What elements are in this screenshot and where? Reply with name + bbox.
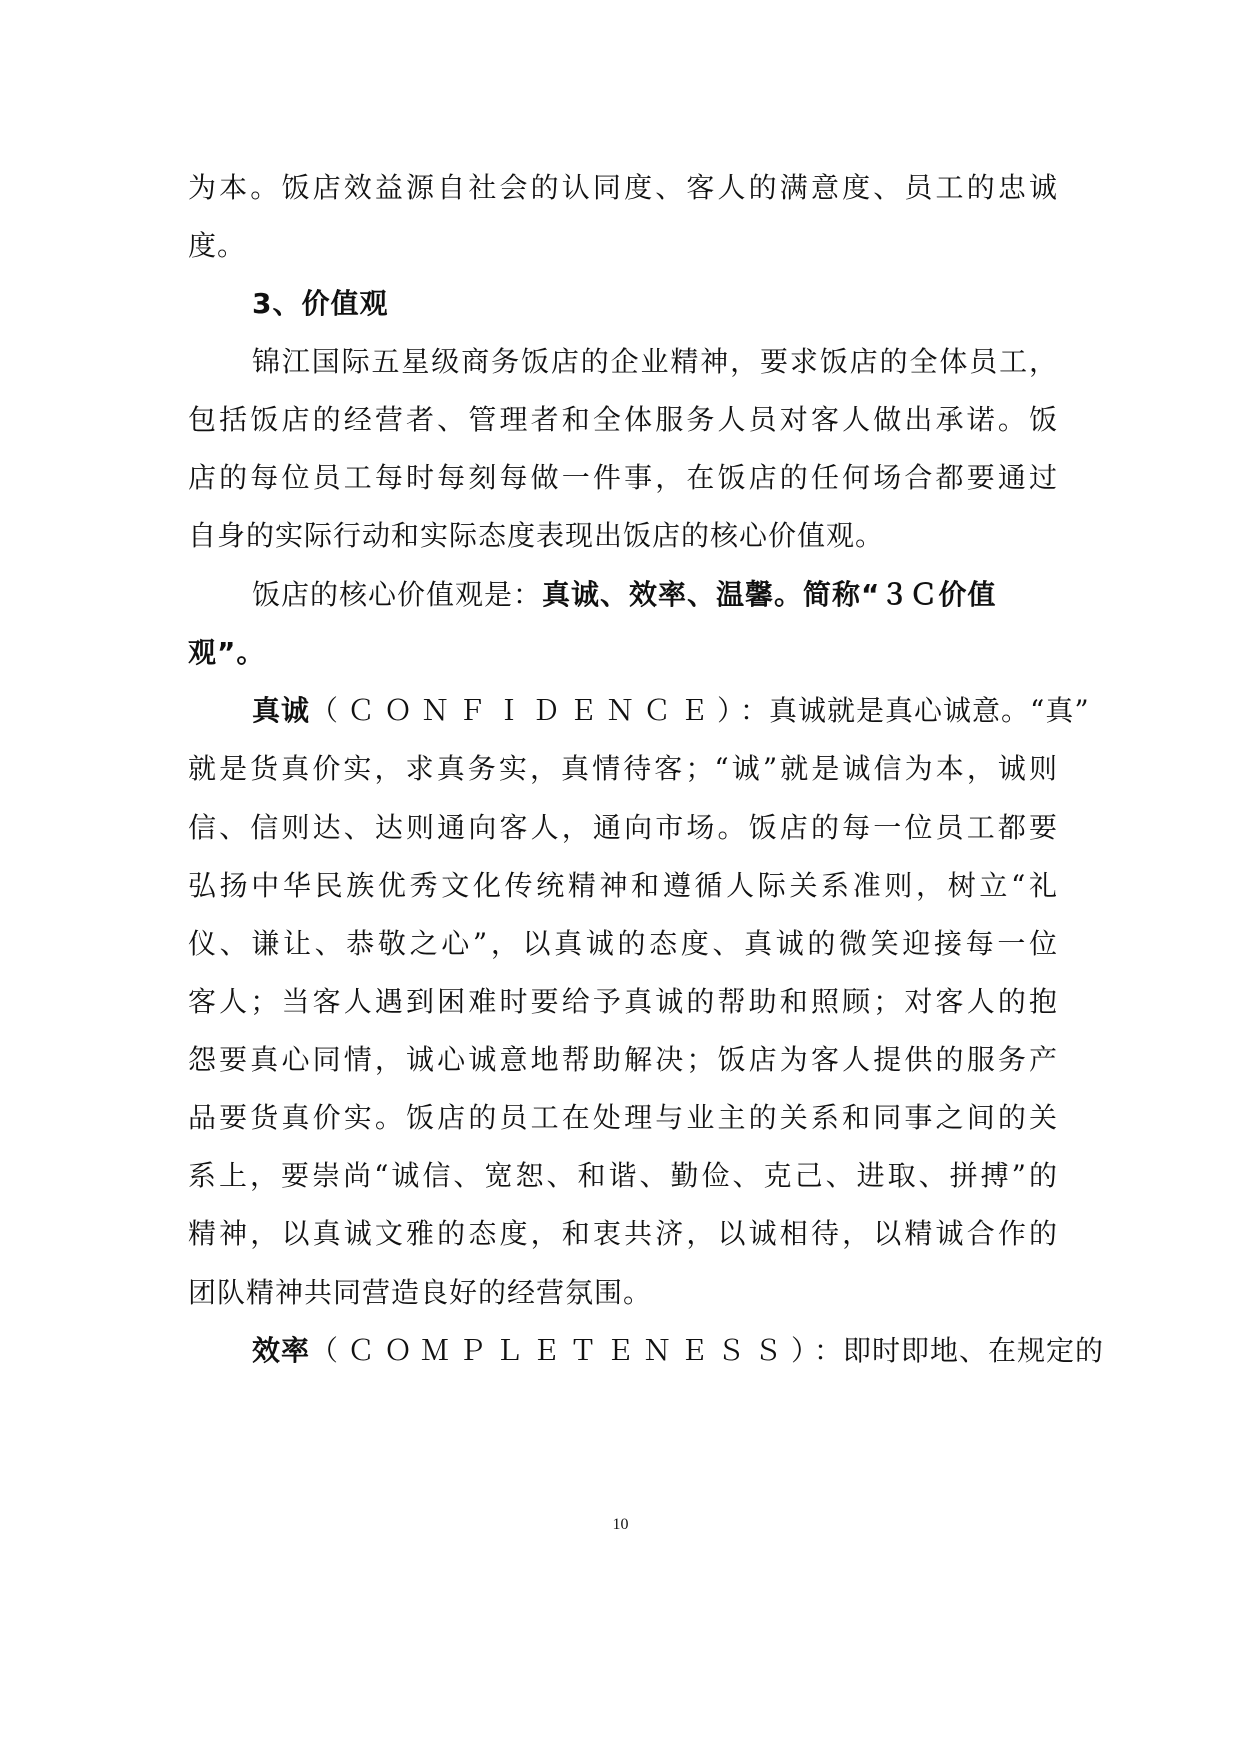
body-text-line: 系上，要崇尚“诚信、宽恕、和谐、勤俭、克己、进取、拼搏”的 xyxy=(188,1159,1058,1192)
page-number: 10 xyxy=(612,1516,629,1533)
body-text-line: 就是货真价实，求真务实，真情待客；“诚”就是诚信为本，诚则 xyxy=(188,752,1058,785)
completeness-line xyxy=(252,1331,1105,1371)
body-text-line: 店的每位员工每时每刻每做一件事，在饭店的任何场合都要通过 xyxy=(188,461,1058,494)
confidence-definition: ：真诚就是真心诚意。“真” xyxy=(740,694,1090,727)
core-values-bold-end: 观”。 xyxy=(188,636,266,669)
body-text-line: 为本。饭店效益源自社会的认同度、客人的满意度、员工的忠诚 xyxy=(188,171,1058,204)
body-text-line: 弘扬中华民族优秀文化传统精神和遵循人际关系准则，树立“礼 xyxy=(188,869,1058,902)
confidence-english: （ＣＯＮＦＩＤＥＮＣＥ） xyxy=(310,694,741,727)
body-text-line: 客人；当客人遇到困难时要给予真诚的帮助和照顾；对客人的抱 xyxy=(188,985,1058,1018)
body-text-line: 度。 xyxy=(188,229,247,262)
completeness-definition: ：即时即地、在规定的 xyxy=(814,1334,1105,1367)
core-values-bold: 真诚、效率、温馨。简称“３Ｃ价值 xyxy=(542,578,997,611)
section-heading: 3、价值观 xyxy=(252,287,389,320)
body-text-line: 锦江国际五星级商务饭店的企业精神，要求饭店的全体员工， xyxy=(252,345,1058,378)
body-text-line: 包括饭店的经营者、管理者和全体服务人员对客人做出承诺。饭 xyxy=(188,403,1058,436)
completeness-english: （ＣＯＭＰＬＥＴＥＮＥＳＳ） xyxy=(310,1334,815,1367)
body-text-line: 信、信则达、达则通向客人，通向市场。饭店的每一位员工都要 xyxy=(188,811,1058,844)
body-text-line: 精神，以真诚文雅的态度，和衷共济，以诚相待，以精诚合作的 xyxy=(188,1217,1058,1250)
body-text-line: 品要货真价实。饭店的员工在处理与业主的关系和同事之间的关 xyxy=(188,1101,1058,1134)
core-values-lead: 饭店的核心价值观是： xyxy=(252,578,543,611)
core-values-line xyxy=(252,575,1058,615)
body-text-line: 自身的实际行动和实际态度表现出饭店的核心价值观。 xyxy=(188,519,885,552)
body-text-line: 团队精神共同营造良好的经营氛围。 xyxy=(188,1276,653,1309)
completeness-term: 效率 xyxy=(252,1334,311,1367)
confidence-term: 真诚 xyxy=(252,694,311,727)
body-text-line: 怨要真心同情，诚心诚意地帮助解决；饭店为客人提供的服务产 xyxy=(188,1043,1058,1076)
confidence-line xyxy=(252,691,1090,731)
body-text-line: 仪、谦让、恭敬之心”，以真诚的态度、真诚的微笑迎接每一位 xyxy=(188,927,1058,960)
